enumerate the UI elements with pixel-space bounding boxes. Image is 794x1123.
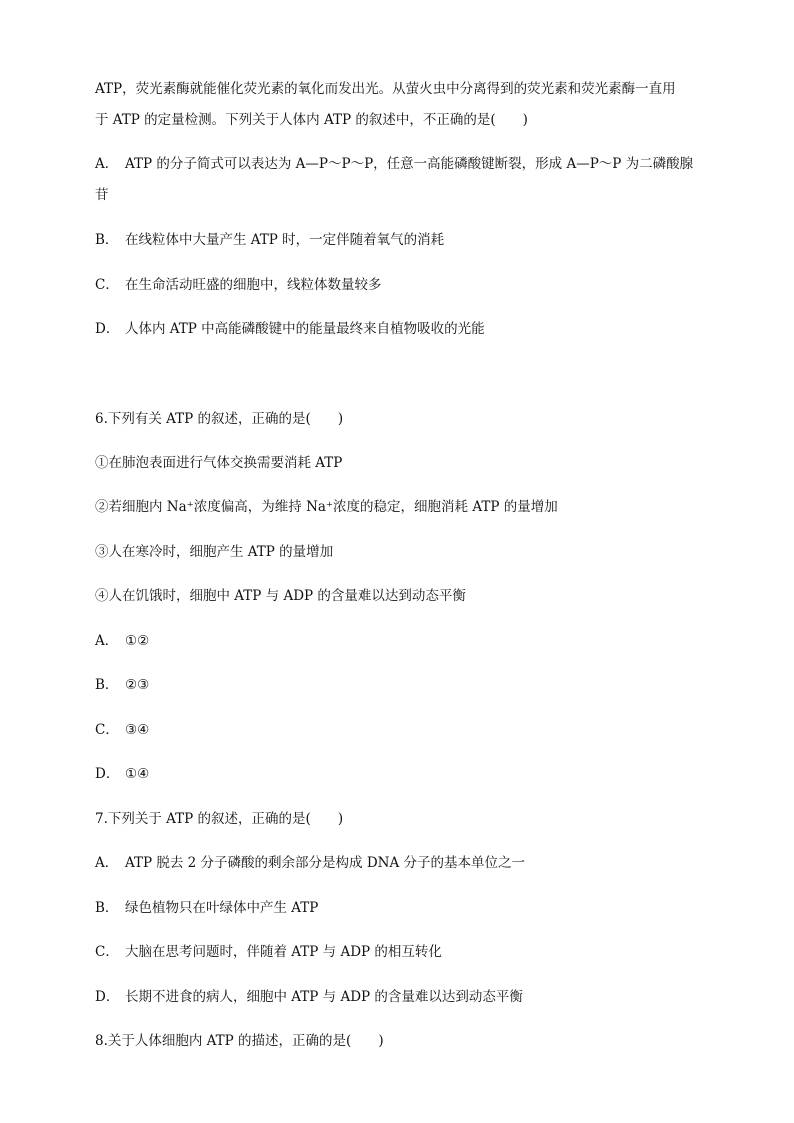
option-letter: D． [95,321,120,337]
q5-option-a-continued: 苷 [95,187,109,203]
option-letter: A． [95,855,119,871]
option-letter: C． [95,944,119,960]
q7-option-d [95,988,710,1006]
option-text: ②③ [125,677,150,693]
option-text: ATP 的分子简式可以表达为 A—P～P～P，任意一高能磷酸键断裂，形成 A—P～P 为二磷酸腺 [125,156,694,172]
q5-option-d [95,320,710,338]
q6-statement-4: ④人在饥饿时，细胞中 ATP 与 ADP 的含量难以达到动态平衡 [95,588,466,604]
q5-option-a [95,155,710,173]
option-letter: D． [95,989,120,1005]
option-text: ①④ [125,766,150,782]
option-text: ATP 脱去 2 分子磷酸的剩余部分是构成 DNA 分子的基本单位之一 [125,855,526,871]
q8-stem: 8.关于人体细胞内 ATP 的描述，正确的是( ) [95,1033,384,1049]
option-letter: B． [95,677,119,693]
option-text: 绿色植物只在叶绿体中产生 ATP [125,900,319,916]
option-text: 在线粒体中大量产生 ATP 时，一定伴随着氧气的消耗 [125,232,445,248]
q7-option-c [95,943,710,961]
option-text: 在生命活动旺盛的细胞中，线粒体数量较多 [125,277,382,293]
option-text: 大脑在思考问题时，伴随着 ATP 与 ADP 的相互转化 [125,944,442,960]
option-letter: D． [95,766,120,782]
option-letter: A． [95,633,119,649]
q6-option-d [95,765,710,783]
q6-option-b [95,676,710,694]
option-text: 长期不进食的病人，细胞中 ATP 与 ADP 的含量难以达到动态平衡 [125,989,523,1005]
q5-stem-line-1: ATP，荧光素酶就能催化荧光素的氧化而发出光。从萤火虫中分离得到的荧光素和荧光素酶一直用 [95,81,676,97]
option-text: 人体内 ATP 中高能磷酸键中的能量最终来自植物吸收的光能 [125,321,485,337]
q5-option-b [95,231,710,249]
q6-statement-3: ③人在寒冷时，细胞产生 ATP 的量增加 [95,544,334,560]
q7-stem: 7.下列关于 ATP 的叙述，正确的是( ) [95,811,344,827]
option-letter: A． [95,156,119,172]
option-letter: B． [95,232,119,248]
q6-statement-2: ②若细胞内 Na⁺浓度偏高，为维持 Na⁺浓度的稳定，细胞消耗 ATP 的量增加 [95,499,558,515]
q6-option-c [95,721,710,739]
q6-option-a [95,632,710,650]
option-letter: B． [95,900,119,916]
option-letter: C． [95,722,119,738]
q5-option-c [95,276,710,294]
option-text: ③④ [125,722,150,738]
q6-stem: 6.下列有关 ATP 的叙述，正确的是( ) [95,411,344,427]
q5-stem-line-2: 于 ATP 的定量检测。下列关于人体内 ATP 的叙述中，不正确的是( ) [95,112,528,128]
option-text: ①② [125,633,150,649]
q6-statement-1: ①在肺泡表面进行气体交换需要消耗 ATP [95,455,343,471]
q7-option-a [95,854,710,872]
q7-option-b [95,899,710,917]
option-letter: C． [95,277,119,293]
